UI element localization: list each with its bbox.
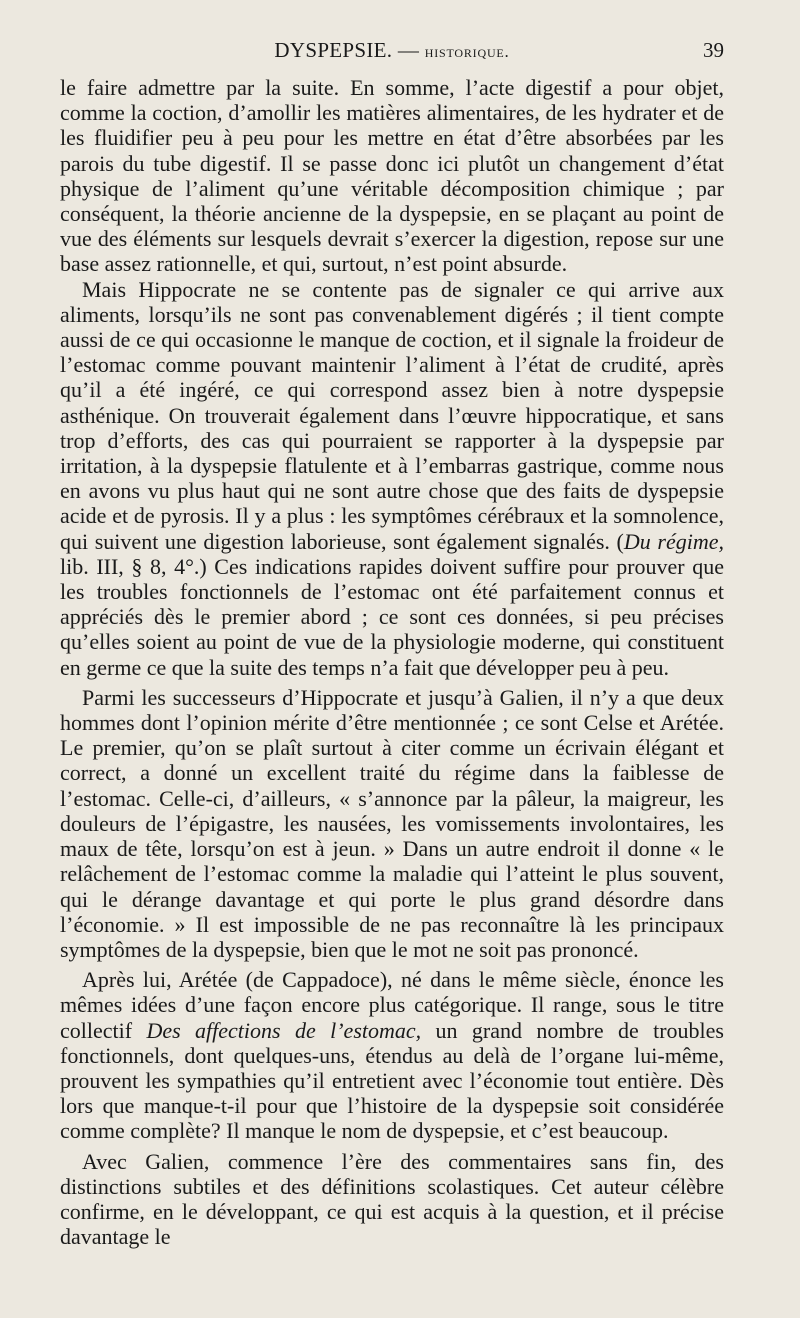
italic-citation: Du régime, <box>623 528 724 554</box>
paragraph: Avec Galien, commence l’ère des commentaires sans fin, des distinctions subtiles et des définitions scolastiques. Cet auteur célèbre confirme, en le développant, ce qui est acquis à la question, et il précise davantage le <box>60 1148 724 1250</box>
running-title-subtitle: historique. <box>424 42 510 61</box>
running-title <box>60 38 724 63</box>
body-text <box>60 75 724 1249</box>
paragraph: le faire admettre par la suite. En somme, l’acte digestif a pour objet, comme la coction, d’amollir les matières alimentaires, de les hydrater et de les fluidifier peu à peu pour les mettre en état d’être absorbées par les parois du tube digestif. Il se passe donc ici plutôt un changement d’état physique de l’aliment qu’une véritable décomposition chimique ; par conséquent, la théorie ancienne de la dyspepsie, en se plaçant au point de vue des éléments sur lesquels devrait s’exercer la digestion, repose sur une base assez rationnelle, et qui, surtout, n’est point absurde. <box>60 75 724 277</box>
italic-title: Des affections de l’estomac, <box>146 1017 422 1043</box>
paragraph-text: lib. III, § 8, 4°.) Ces indications rapides doivent suffire pour prouver que les troubles fonctionnels de l’estomac ont été parfaitement connus et appréciés dès le premier abord ; ce sont ces données, si peu précises qu’elles soient au point de vue de la physiologie moderne, qui constituent en germe ce que la suite des temps n’a fait que développer peu à peu. <box>60 553 724 680</box>
paragraph: Parmi les successeurs d’Hippocrate et jusqu’à Galien, il n’y a que deux hommes dont l’opinion mérite d’être mentionnée ; ce sont Celse et Arétée. Le premier, qu’on se plaît surtout à citer comme un écrivain élégant et correct, a donné un excellent traité du régime dans la faiblesse de l’estomac. Celle-ci, d’ailleurs, « s’annonce par la pâleur, la maigreur, les douleurs de l’épigastre, les nausées, les vomissements involontaires, les maux de tête, lorsqu’on est à jeun. » Dans un autre endroit il donne « le relâchement de l’estomac comme la maladie qui l’atteint le plus souvent, qui le dérange davantage et qui porte le plus grand désordre dans l’économie. » Il est impossible de ne pas reconnaître là les principaux symptômes de la dyspepsie, bien que le mot ne soit pas prononcé. <box>60 684 724 962</box>
paragraph <box>60 967 724 1143</box>
paragraph <box>60 277 724 680</box>
paragraph-text: un grand nombre de troubles fonctionnels, dont quelques-uns, étendus au delà de l’organe lui-même, prouvent les sympathies qu’il entretient avec l’économie tout entière. Dès lors que manque-t-il pour que l’histoire de la dyspepsie soit considérée comme complète? Il manque le nom de dyspepsie, et c’est beaucoup. <box>60 1017 724 1144</box>
page-number: 39 <box>703 38 724 62</box>
paragraph-text: Mais Hippocrate ne se contente pas de signaler ce qui arrive aux aliments, lorsqu’ils ne sont pas convenablement digérés ; il tient compte aussi de ce qui occasionne le manque de coction, et il signale la froideur de l’estomac comme pouvant maintenir l’aliment à l’état de crudité, après qu’il a été ingéré, ce qui correspond assez bien à notre dyspepsie asthénique. On trouverait également dans l’œuvre hippocratique, et sans trop d’efforts, des cas qui pourraient se rapporter à la dyspepsie par irritation, à la dyspepsie flatulente et à l’embarras gastrique, comme nous en avons vu plus haut qui ne sont autre chose que des faits de dyspepsie acide et de pyrosis. Il y a plus : les symptômes cérébraux et la somnolence, qui suivent une digestion laborieuse, sont également signalés. ( <box>60 276 724 554</box>
paragraph-text: Après lui, Arétée (de Cappadoce), né dans le même siècle, énonce les mêmes idées d’une façon encore plus catégorique. Il range, sous le titre collectif <box>60 967 724 1043</box>
running-title-main: DYSPEPSIE. — <box>274 38 425 62</box>
page-header <box>60 38 724 70</box>
